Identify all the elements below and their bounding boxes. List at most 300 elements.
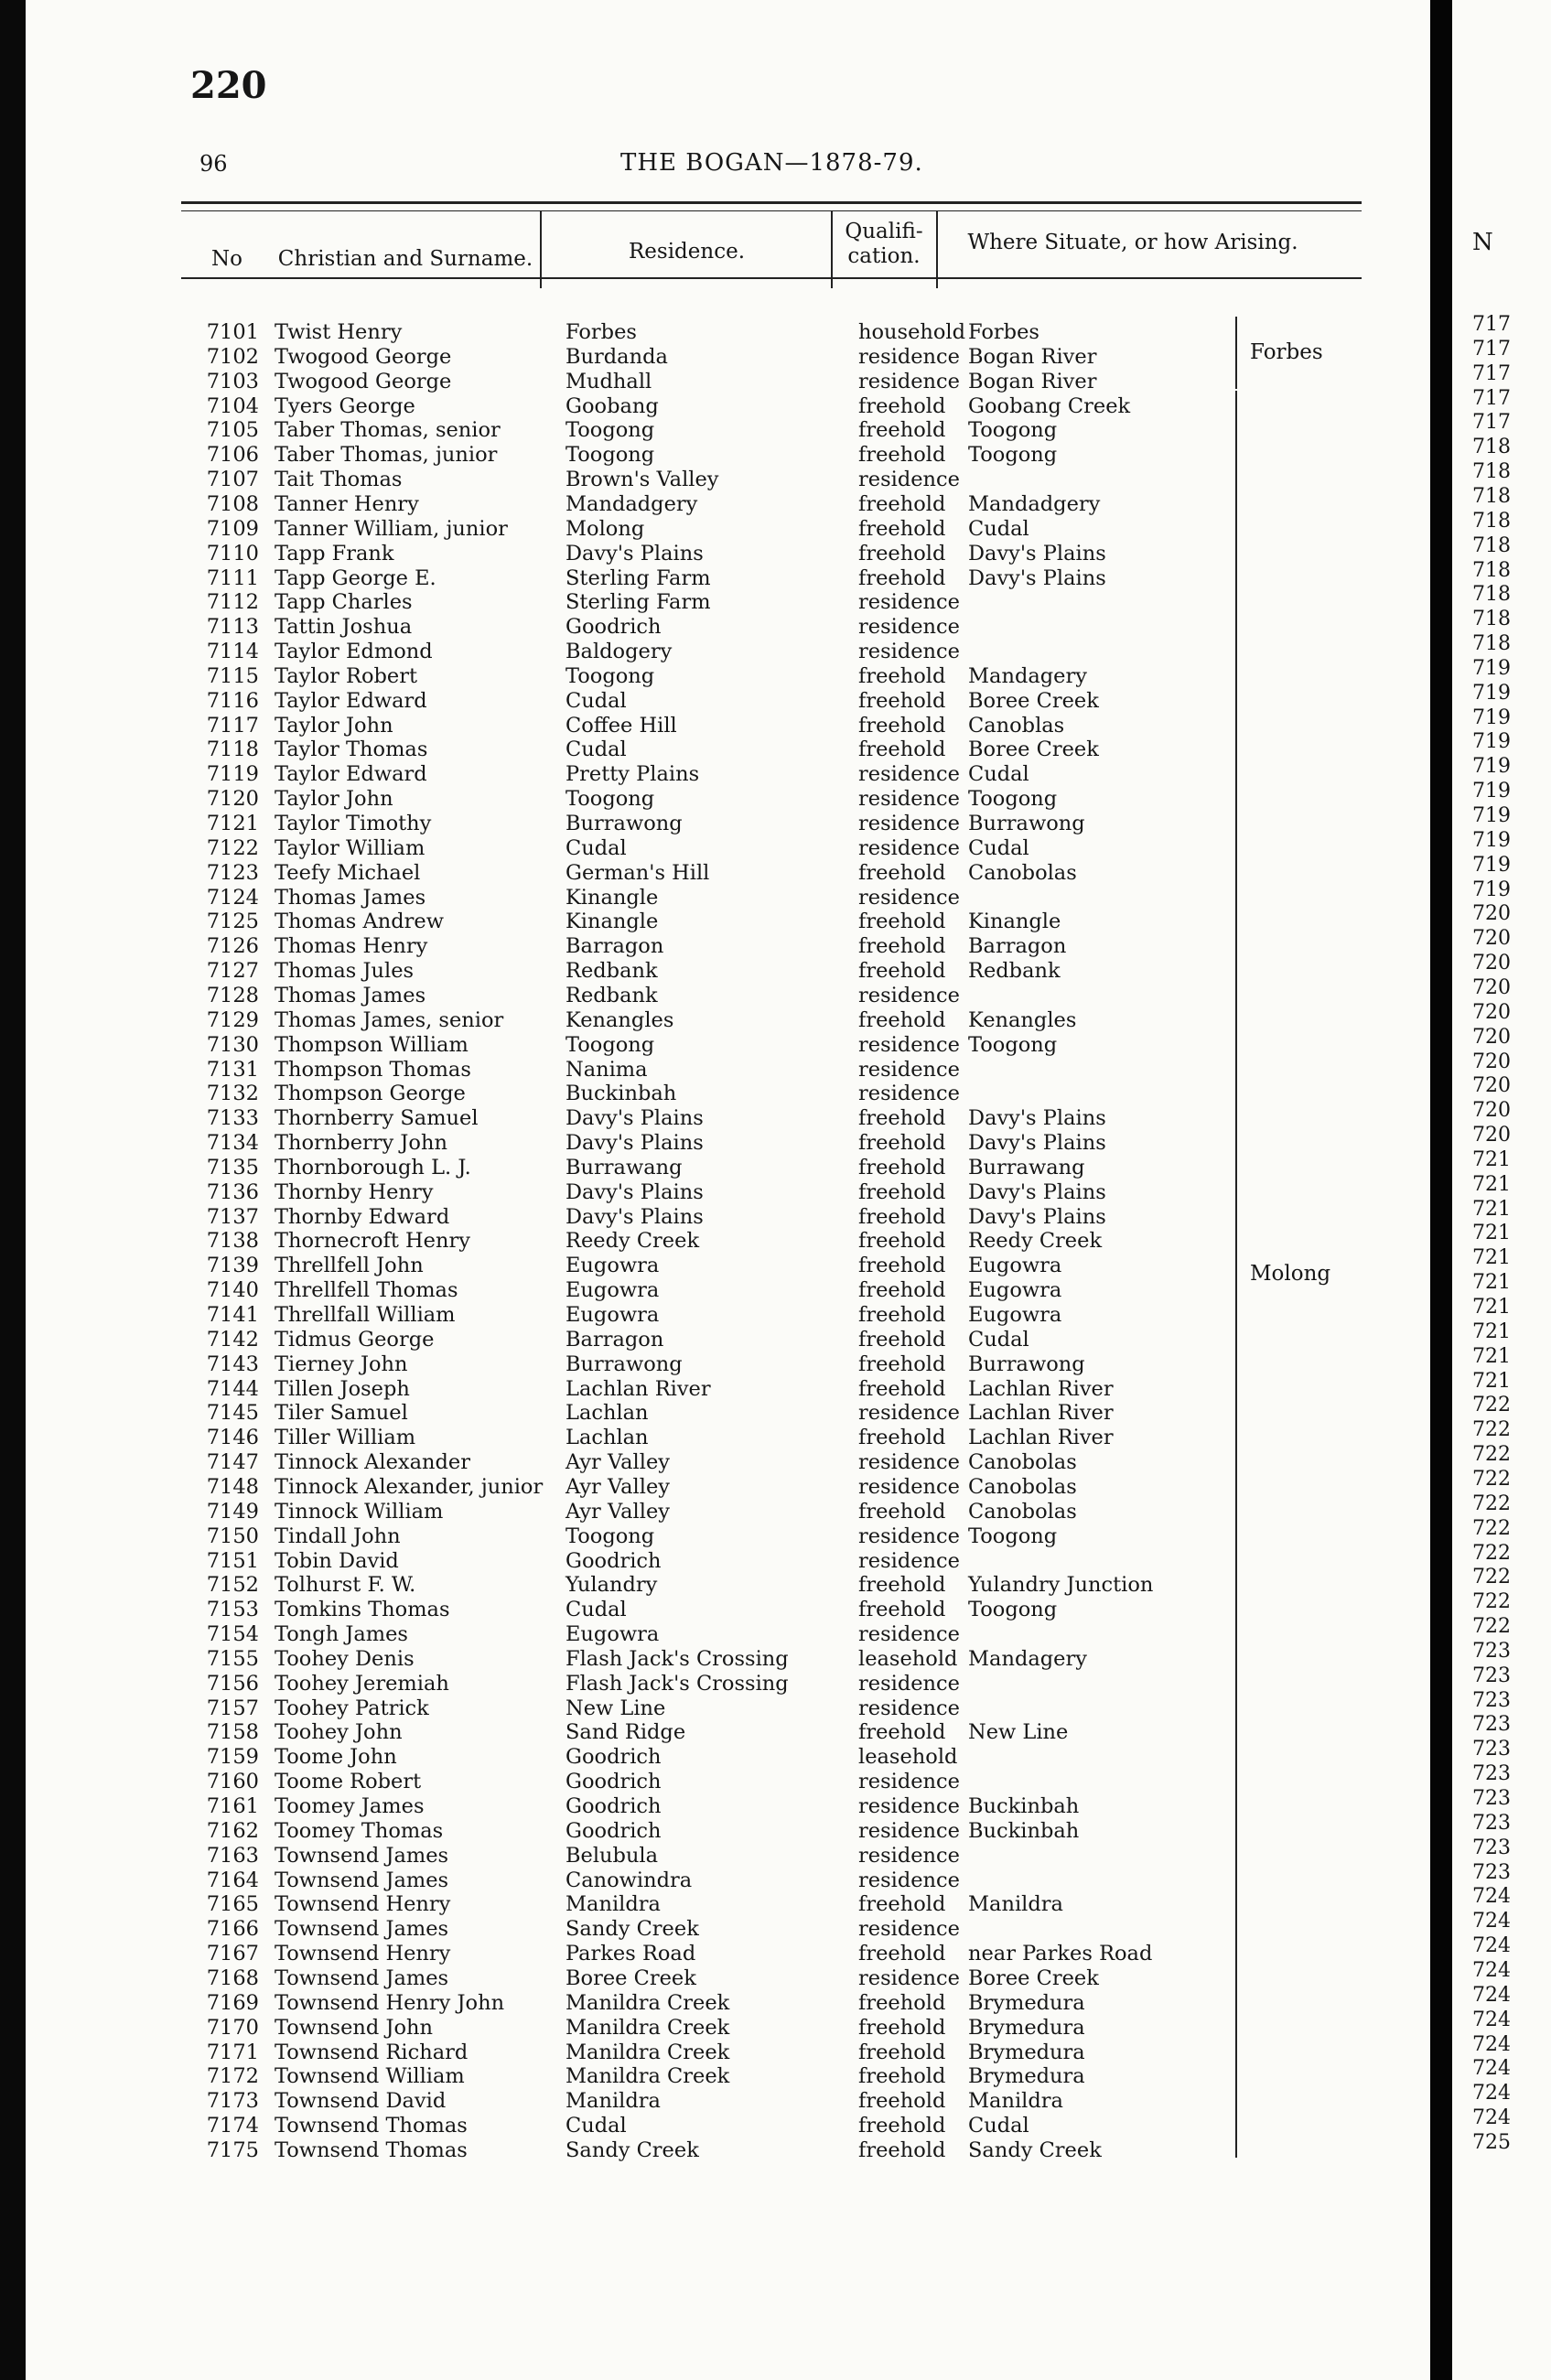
entry-number: 7121 <box>206 812 259 835</box>
column-header-name: Christian and Surname. <box>277 247 533 271</box>
entry-qualification: freehold <box>858 1573 946 1598</box>
entry-qualification: freehold <box>858 1131 946 1156</box>
entry-qualification: freehold <box>858 1499 946 1524</box>
entry-qualification: residence <box>858 812 960 835</box>
entry-where-situate: Redbank <box>968 959 1061 984</box>
entry-number: 7140 <box>206 1278 259 1303</box>
facing-page-number: 722 <box>1472 1467 1511 1491</box>
entry-name: Thomas Henry <box>275 934 428 959</box>
facing-page-number: 718 <box>1472 608 1511 631</box>
facing-page-number: 725 <box>1472 2130 1511 2154</box>
entry-qualification: freehold <box>858 1278 946 1303</box>
district-label: Forbes <box>1250 340 1323 365</box>
entry-where-situate: Sandy Creek <box>968 2138 1102 2162</box>
entry-name: Thornby Edward <box>275 1204 450 1229</box>
entry-qualification: residence <box>858 1032 960 1057</box>
facing-page-number: 723 <box>1472 1762 1511 1786</box>
facing-page-number: 719 <box>1472 705 1511 729</box>
entry-name: Tierney John <box>275 1352 408 1376</box>
entry-residence: Eugowra <box>565 1303 660 1327</box>
entry-residence: Kinangle <box>565 885 659 910</box>
entry-where-situate: Brymedura <box>968 2064 1085 2089</box>
entry-qualification: freehold <box>858 565 946 590</box>
facing-page-number: 724 <box>1472 2057 1511 2081</box>
entry-name: Tiller William <box>275 1426 416 1450</box>
entry-qualification: freehold <box>858 2015 946 2040</box>
entry-qualification: residence <box>858 1450 960 1475</box>
entry-qualification: freehold <box>858 1106 946 1131</box>
entry-name: Tongh James <box>275 1622 408 1647</box>
entry-where-situate: Toogong <box>968 443 1058 468</box>
facing-page-number: 719 <box>1472 878 1511 901</box>
table-row <box>26 1205 1430 1230</box>
entry-qualification: leasehold <box>858 1646 958 1671</box>
facing-page-number: 720 <box>1472 927 1511 951</box>
district-brace <box>1226 391 1237 2158</box>
table-row <box>26 640 1430 664</box>
entry-qualification: residence <box>858 1770 960 1794</box>
entry-residence: Pretty Plains <box>565 762 700 787</box>
facing-page-number: 723 <box>1472 1688 1511 1712</box>
entry-where-situate: Manildra <box>968 1892 1063 1917</box>
entry-name: Toome Robert <box>275 1770 422 1794</box>
entry-qualification: freehold <box>858 2040 946 2064</box>
entry-where-situate: Eugowra <box>968 1278 1062 1303</box>
entry-qualification: residence <box>858 1868 960 1892</box>
facing-page-number: 721 <box>1472 1369 1511 1393</box>
entry-number: 7139 <box>206 1254 259 1278</box>
entry-where-situate: Davy's Plains <box>968 541 1106 565</box>
column-divider <box>540 210 542 288</box>
facing-page-number: 717 <box>1472 361 1511 385</box>
facing-page-number: 718 <box>1472 632 1511 656</box>
entry-number: 7143 <box>206 1352 259 1376</box>
table-row <box>26 1844 1430 1868</box>
entry-number: 7161 <box>206 1794 259 1818</box>
entry-number: 7151 <box>206 1548 259 1573</box>
entry-number: 7138 <box>206 1229 259 1254</box>
entry-number: 7110 <box>206 541 259 565</box>
entry-number: 7174 <box>206 2114 259 2138</box>
entry-residence: Goobang <box>565 393 659 418</box>
entry-residence: Toogong <box>565 1524 655 1548</box>
facing-page-number: 718 <box>1472 484 1511 508</box>
entry-residence: Barragon <box>565 934 664 959</box>
entry-number: 7175 <box>206 2138 259 2162</box>
entry-name: Thomas James, senior <box>275 1007 504 1032</box>
table-row <box>26 934 1430 959</box>
entry-where-situate: Toogong <box>968 418 1058 443</box>
facing-page-number: 721 <box>1472 1246 1511 1270</box>
entry-qualification: freehold <box>858 1303 946 1327</box>
entry-where-situate: Canobolas <box>968 1474 1077 1499</box>
entry-name: Thornby Henry <box>275 1179 434 1204</box>
entry-qualification: freehold <box>858 2089 946 2114</box>
table-row <box>26 1278 1430 1303</box>
entry-qualification: residence <box>858 369 960 393</box>
entry-name: Tinnock Alexander <box>275 1450 470 1475</box>
table-row <box>26 959 1430 984</box>
table-row <box>26 1696 1430 1721</box>
entry-qualification: residence <box>858 885 960 910</box>
entry-number: 7120 <box>206 787 259 812</box>
entry-residence: Ayr Valley <box>565 1450 670 1475</box>
table-row <box>26 861 1430 886</box>
entry-number: 7122 <box>206 835 259 860</box>
column-header-residence: Residence. <box>628 240 746 264</box>
facing-page-number: 723 <box>1472 1787 1511 1810</box>
entry-qualification: freehold <box>858 1990 946 2015</box>
entry-residence: Sterling Farm <box>565 565 711 590</box>
entry-name: Taber Thomas, junior <box>275 443 498 468</box>
entry-name: Threllfell Thomas <box>275 1278 458 1303</box>
facing-page-number: 719 <box>1472 681 1511 705</box>
entry-where-situate: Canobolas <box>968 1499 1077 1524</box>
entry-qualification: freehold <box>858 393 946 418</box>
entry-where-situate: Brymedura <box>968 2040 1085 2064</box>
entry-name: Taylor John <box>275 787 393 812</box>
entry-residence: Sandy Creek <box>565 2138 699 2162</box>
entry-residence: Cudal <box>565 2114 627 2138</box>
entry-qualification: residence <box>858 983 960 1007</box>
entry-number: 7164 <box>206 1868 259 1892</box>
entry-number: 7159 <box>206 1745 259 1770</box>
table-row <box>26 1819 1430 1844</box>
entry-where-situate: Davy's Plains <box>968 565 1106 590</box>
entry-residence: Manildra <box>565 1892 661 1917</box>
entry-number: 7132 <box>206 1082 259 1106</box>
entry-number: 7101 <box>206 320 259 344</box>
entry-residence: Lachlan River <box>565 1376 711 1401</box>
entry-where-situate: Cudal <box>968 2114 1029 2138</box>
entry-qualification: freehold <box>858 491 946 516</box>
entry-where-situate: Bogan River <box>968 344 1097 369</box>
entry-residence: Lachlan <box>565 1401 649 1426</box>
entry-number: 7117 <box>206 713 259 738</box>
entry-qualification: freehold <box>858 2138 946 2162</box>
facing-page-edge <box>1452 0 1551 2380</box>
facing-page-number: 724 <box>1472 2082 1511 2105</box>
entry-residence: Sterling Farm <box>565 590 711 615</box>
facing-page-number: 721 <box>1472 1319 1511 1343</box>
entry-where-situate: Davy's Plains <box>968 1179 1106 1204</box>
entry-residence: Eugowra <box>565 1254 660 1278</box>
table-row <box>26 1033 1430 1058</box>
entry-name: Twogood George <box>275 344 452 369</box>
entry-name: Townsend Thomas <box>275 2138 468 2162</box>
facing-page-number: 722 <box>1472 1516 1511 1540</box>
entry-residence: Molong <box>565 516 645 541</box>
entry-residence: Manildra Creek <box>565 1990 730 2015</box>
entry-residence: Baldogery <box>565 640 673 664</box>
facing-page-number: 717 <box>1472 411 1511 435</box>
column-divider <box>936 210 938 288</box>
entry-residence: Manildra Creek <box>565 2064 730 2089</box>
entry-name: Townsend Henry <box>275 1892 451 1917</box>
entry-residence: Kinangle <box>565 910 659 934</box>
entry-residence: Burrawong <box>565 812 683 835</box>
facing-page-number: 723 <box>1472 1664 1511 1687</box>
entry-residence: Sand Ridge <box>565 1720 686 1745</box>
table-row <box>26 1770 1430 1794</box>
column-header-qualification: Qualifi- cation. <box>845 220 923 268</box>
entry-number: 7152 <box>206 1573 259 1598</box>
facing-page-number: 720 <box>1472 975 1511 999</box>
entry-qualification: freehold <box>858 713 946 738</box>
entry-where-situate: near Parkes Road <box>968 1942 1153 1966</box>
facing-page-number: 720 <box>1472 1050 1511 1073</box>
entry-qualification: freehold <box>858 910 946 934</box>
column-header-where: Where Situate, or how Arising. <box>967 231 1298 254</box>
entry-name: Taylor Robert <box>275 663 418 688</box>
table-row <box>26 1745 1430 1770</box>
entry-qualification: residence <box>858 1401 960 1426</box>
entry-residence: Manildra <box>565 2089 661 2114</box>
entry-qualification: freehold <box>858 1426 946 1450</box>
entry-residence: Goodrich <box>565 615 662 640</box>
table-row <box>26 1991 1430 2016</box>
facing-page-number: 721 <box>1472 1172 1511 1196</box>
entry-residence: Davy's Plains <box>565 1131 704 1156</box>
entry-name: Thomas James <box>275 885 426 910</box>
entry-qualification: freehold <box>858 1155 946 1179</box>
entry-residence: Nanima <box>565 1057 648 1082</box>
entry-qualification: residence <box>858 1843 960 1868</box>
entry-number: 7167 <box>206 1942 259 1966</box>
entry-qualification: residence <box>858 1794 960 1818</box>
table-row <box>26 370 1430 394</box>
facing-page-number: 718 <box>1472 460 1511 484</box>
entry-residence: Ayr Valley <box>565 1474 670 1499</box>
facing-page-number: 724 <box>1472 2008 1511 2031</box>
facing-page-number: 724 <box>1472 1910 1511 1933</box>
facing-page-header: N <box>1472 229 1493 256</box>
entry-qualification: freehold <box>858 1254 946 1278</box>
entry-qualification: residence <box>858 1057 960 1082</box>
entry-number: 7156 <box>206 1671 259 1696</box>
facing-page-number: 723 <box>1472 1836 1511 1859</box>
entry-number: 7105 <box>206 418 259 443</box>
entry-name: Tinnock Alexander, junior <box>275 1474 544 1499</box>
entry-residence: Eugowra <box>565 1278 660 1303</box>
entry-qualification: household <box>858 320 966 344</box>
running-head: THE BOGAN—1878-79. <box>620 149 923 177</box>
entry-number: 7154 <box>206 1622 259 1647</box>
entry-qualification: residence <box>858 835 960 860</box>
facing-page-number: 718 <box>1472 583 1511 607</box>
entry-name: Tapp Frank <box>275 541 394 565</box>
entry-number: 7166 <box>206 1917 259 1942</box>
entry-where-situate: Boree Creek <box>968 1965 1099 1990</box>
entry-where-situate: Toogong <box>968 787 1058 812</box>
entry-number: 7128 <box>206 983 259 1007</box>
entry-residence: Davy's Plains <box>565 1204 704 1229</box>
entry-number: 7145 <box>206 1401 259 1426</box>
entry-qualification: freehold <box>858 541 946 565</box>
entry-where-situate: Cudal <box>968 762 1029 787</box>
entry-number: 7160 <box>206 1770 259 1794</box>
entry-qualification: freehold <box>858 1720 946 1745</box>
entry-residence: Toogong <box>565 663 655 688</box>
entry-where-situate: Cudal <box>968 835 1029 860</box>
entry-qualification: residence <box>858 1524 960 1548</box>
entry-where-situate: Lachlan River <box>968 1401 1114 1426</box>
entry-name: Threllfall William <box>275 1303 456 1327</box>
entry-residence: Davy's Plains <box>565 1179 704 1204</box>
entry-number: 7115 <box>206 663 259 688</box>
table-row <box>26 1328 1430 1352</box>
table-row <box>26 542 1430 566</box>
table-row <box>26 1917 1430 1942</box>
entry-qualification: freehold <box>858 2064 946 2089</box>
entry-name: Townsend John <box>275 2015 434 2040</box>
entry-qualification: residence <box>858 1082 960 1106</box>
table-row <box>26 566 1430 591</box>
entry-where-situate: Reedy Creek <box>968 1229 1103 1254</box>
entry-number: 7170 <box>206 2015 259 2040</box>
entry-residence: Burrawang <box>565 1155 683 1179</box>
table-row <box>26 1966 1430 1991</box>
entry-number: 7107 <box>206 468 259 492</box>
table-row <box>26 812 1430 836</box>
entry-number: 7119 <box>206 762 259 787</box>
entry-name: Tobin David <box>275 1548 399 1573</box>
table-row <box>26 418 1430 443</box>
table-row <box>26 468 1430 492</box>
entry-qualification: freehold <box>858 1598 946 1622</box>
entry-number: 7134 <box>206 1131 259 1156</box>
entry-name: Townsend James <box>275 1965 449 1990</box>
facing-page-number: 720 <box>1472 1099 1511 1123</box>
table-row <box>26 689 1430 714</box>
table-row <box>26 1131 1430 1156</box>
entry-name: Taylor Thomas <box>275 738 428 762</box>
entry-number: 7135 <box>206 1155 259 1179</box>
facing-page-number: 720 <box>1472 1000 1511 1024</box>
entry-where-situate: Burrawang <box>968 1155 1085 1179</box>
entry-residence: Davy's Plains <box>565 1106 704 1131</box>
entry-residence: Manildra Creek <box>565 2040 730 2064</box>
entry-name: Taylor Edward <box>275 688 427 713</box>
entry-number: 7169 <box>206 1990 259 2015</box>
table-row <box>26 787 1430 812</box>
table-row <box>26 1622 1430 1647</box>
top-rule-thin <box>181 210 1362 211</box>
facing-page-number: 718 <box>1472 436 1511 459</box>
entry-name: Tolhurst F. W. <box>275 1573 416 1598</box>
entry-name: Thompson William <box>275 1032 469 1057</box>
entry-name: Thomas Andrew <box>275 910 444 934</box>
entry-number: 7141 <box>206 1303 259 1327</box>
facing-page-number: 721 <box>1472 1344 1511 1368</box>
table-row <box>26 1229 1430 1254</box>
entry-residence: New Line <box>565 1696 666 1720</box>
entry-number: 7173 <box>206 2089 259 2114</box>
entry-number: 7149 <box>206 1499 259 1524</box>
table-row <box>26 1352 1430 1377</box>
entry-number: 7124 <box>206 885 259 910</box>
table-row <box>26 1524 1430 1549</box>
entry-qualification: freehold <box>858 738 946 762</box>
entry-number: 7144 <box>206 1376 259 1401</box>
entry-name: Thornberry John <box>275 1131 447 1156</box>
entry-qualification: residence <box>858 590 960 615</box>
table-row <box>26 836 1430 861</box>
table-row <box>26 1180 1430 1205</box>
entry-number: 7158 <box>206 1720 259 1745</box>
entry-name: Townsend James <box>275 1917 449 1942</box>
top-rule <box>181 201 1362 204</box>
facing-page-number: 720 <box>1472 1124 1511 1147</box>
table-row <box>26 394 1430 419</box>
entry-qualification: freehold <box>858 1892 946 1917</box>
entry-residence: Davy's Plains <box>565 541 704 565</box>
entry-residence: Goodrich <box>565 1818 662 1843</box>
entry-name: Townsend William <box>275 2064 465 2089</box>
facing-page-number: 718 <box>1472 509 1511 533</box>
facing-page-number: 723 <box>1472 1713 1511 1737</box>
entry-name: Toomey Thomas <box>275 1818 444 1843</box>
facing-page-number: 718 <box>1472 533 1511 557</box>
page-gutter <box>1430 0 1452 2380</box>
table-row <box>26 320 1430 345</box>
entry-number: 7118 <box>206 738 259 762</box>
entry-name: Tapp George E. <box>275 565 436 590</box>
entry-name: Teefy Michael <box>275 860 421 885</box>
entry-where-situate: Burrawong <box>968 812 1085 835</box>
entry-number: 7146 <box>206 1426 259 1450</box>
entry-qualification: freehold <box>858 1327 946 1352</box>
entry-where-situate: Canobolas <box>968 860 1077 885</box>
facing-page-number: 718 <box>1472 558 1511 582</box>
table-row <box>26 1794 1430 1819</box>
entry-name: Twist Henry <box>275 320 403 344</box>
facing-page-number: 723 <box>1472 1738 1511 1761</box>
entry-where-situate: Lachlan River <box>968 1376 1114 1401</box>
entry-residence: Eugowra <box>565 1622 660 1647</box>
facing-page-number: 719 <box>1472 755 1511 779</box>
entry-qualification: residence <box>858 787 960 812</box>
entry-name: Townsend James <box>275 1868 449 1892</box>
entry-residence: Burdanda <box>565 344 668 369</box>
entry-where-situate: Yulandry Junction <box>968 1573 1154 1598</box>
table-row <box>26 615 1430 640</box>
entry-where-situate: Eugowra <box>968 1303 1062 1327</box>
entry-qualification: freehold <box>858 1229 946 1254</box>
entry-residence: Kenangles <box>565 1007 674 1032</box>
entry-qualification: residence <box>858 615 960 640</box>
table-row <box>26 2016 1430 2041</box>
entry-qualification: freehold <box>858 2114 946 2138</box>
entry-name: Tomkins Thomas <box>275 1598 450 1622</box>
facing-page-number: 720 <box>1472 902 1511 926</box>
entry-name: Toohey John <box>275 1720 403 1745</box>
entry-name: Toohey Denis <box>275 1646 415 1671</box>
entry-where-situate: Toogong <box>968 1524 1058 1548</box>
table-row <box>26 345 1430 370</box>
entry-number: 7147 <box>206 1450 259 1475</box>
entry-residence: Redbank <box>565 983 658 1007</box>
entry-where-situate: Canoblas <box>968 713 1065 738</box>
facing-page-number: 720 <box>1472 952 1511 975</box>
entry-qualification: freehold <box>858 443 946 468</box>
entry-residence: Brown's Valley <box>565 468 719 492</box>
entry-number: 7172 <box>206 2064 259 2089</box>
entry-name: Taylor Edward <box>275 762 427 787</box>
entry-where-situate: Brymedura <box>968 2015 1085 2040</box>
facing-page-number: 722 <box>1472 1541 1511 1565</box>
entry-qualification: residence <box>858 1917 960 1942</box>
